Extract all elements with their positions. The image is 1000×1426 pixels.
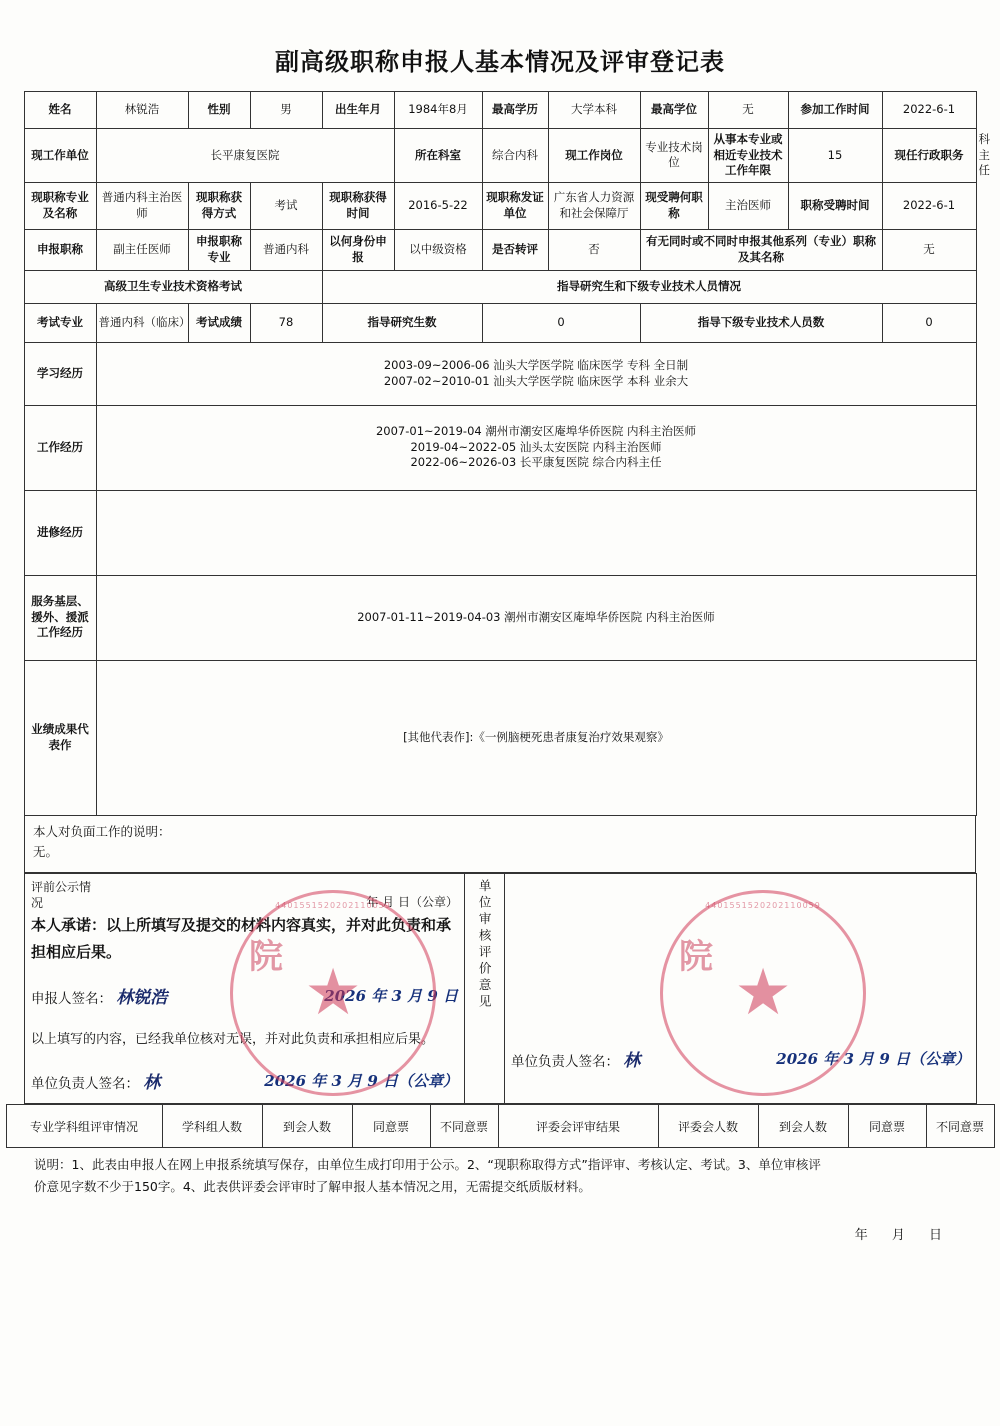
- grassroots-line-1: 2007-01-11~2019-04-03 潮州市潮安区庵埠华侨医院 内科主治医师: [357, 609, 715, 624]
- table-row: [24, 342, 976, 405]
- education-label: 最高学历: [482, 92, 548, 129]
- unit-review-opinion-label: 单位审核评价意见: [465, 873, 505, 1103]
- committee-disagree-label: 不同意票: [926, 1105, 994, 1148]
- employed-time-label: 职称受聘时间: [788, 182, 882, 229]
- work-start-label: 参加工作时间: [788, 92, 882, 129]
- table-row: [24, 229, 976, 270]
- identity-label: 以何身份申报: [322, 229, 394, 270]
- work-experience-value: [96, 405, 976, 490]
- work-years-value: 15: [788, 129, 882, 183]
- seal-left-char: 院: [249, 937, 283, 977]
- table-row: [24, 92, 976, 129]
- table-row: 现工作单位 长平康复医院 所在科室 综合内科 现工作岗位 专业技术岗位 从事本专业或相近专业技术工作年限 15 现任行政职务 科主任: [24, 129, 976, 183]
- table-row: [24, 270, 976, 303]
- group-present-label: 到会人数: [262, 1105, 352, 1148]
- name-label: 姓名: [24, 92, 96, 129]
- department-value: 综合内科: [482, 129, 548, 183]
- exam-section-header: 高级卫生专业技术资格考试: [24, 270, 322, 303]
- note-block: [34, 1154, 934, 1198]
- signature-table: [24, 873, 977, 1104]
- achievement-line-1: [其他代表作]:《一例脑梗死患者康复治疗效果观察》: [403, 729, 669, 744]
- obtain-time-label: 现职称获得时间: [322, 182, 394, 229]
- admin-post-label: 现任行政职务: [882, 129, 976, 183]
- post-value: 专业技术岗位: [640, 129, 708, 183]
- work-line-2: 2019-04~2022-05 汕头太安医院 内科主治医师: [410, 439, 662, 454]
- seal-right-code: 4401551520202110059: [705, 901, 821, 910]
- gender-value: 男: [250, 92, 322, 129]
- apply-major-value: 普通内科: [250, 229, 322, 270]
- study-line-2: 2007-02~2010-01 汕头大学医学院 临床医学 本科 业余大: [383, 373, 689, 388]
- exam-score-value: 78: [250, 303, 322, 342]
- education-value: 大学本科: [548, 92, 640, 129]
- work-years-label: 从事本专业或相近专业技术工作年限: [708, 129, 788, 183]
- unit-head-signature-row: [31, 1069, 458, 1098]
- group-disagree-label: 不同意票: [430, 1105, 498, 1148]
- junior-count-label: 指导下级专业技术人员数: [640, 303, 882, 342]
- negative-statement-value: 无。: [33, 843, 59, 859]
- publicity-label: 评前公示情况: [31, 879, 92, 911]
- page-title: 副高级职称申报人基本情况及评审登记表: [275, 47, 725, 76]
- table-row: [24, 490, 976, 575]
- guidance-section-header: 指导研究生和下级专业技术人员情况: [322, 270, 976, 303]
- work-line-3: 2022-06~2026-03 长平康复医院 综合内科主任: [410, 455, 662, 470]
- study-line-1: 2003-09~2006-06 汕头大学医学院 临床医学 专科 全日制: [383, 358, 689, 373]
- review-result-table: [6, 1104, 995, 1148]
- apply-major-label: 申报职称专业: [188, 229, 250, 270]
- review-head-signature-row: [511, 1047, 970, 1076]
- unit-value: 长平康复医院: [96, 129, 394, 183]
- current-title-label: 现职称专业及名称: [24, 182, 96, 229]
- committee-size-label: 评委会人数: [658, 1105, 758, 1148]
- name-value: 林锐浩: [96, 92, 188, 129]
- review-head-sign-label: 单位负责人签名：: [511, 1053, 619, 1070]
- committee-present-label: 到会人数: [758, 1105, 848, 1148]
- review-head-sign-date: 2026 年 3 月 9 日（公章）: [776, 1049, 970, 1068]
- group-size-label: 学科组人数: [162, 1105, 262, 1148]
- grad-count-label: 指导研究生数: [322, 303, 482, 342]
- negative-statement-label: 本人对负面工作的说明：: [33, 823, 171, 839]
- junior-count-value: 0: [882, 303, 976, 342]
- employed-title-value: 主治医师: [708, 182, 788, 229]
- committee-result-label: 评委会评审结果: [498, 1105, 658, 1148]
- official-seal-left-icon: ★ 4401551520202110059 院: [230, 890, 436, 1096]
- degree-value: 无: [708, 92, 788, 129]
- employed-title-label: 现受聘何职称: [640, 182, 708, 229]
- grassroots-service-value: [96, 575, 976, 660]
- applicant-sign-label: 申报人签名：: [31, 991, 112, 1008]
- exam-major-label: 考试专业: [24, 303, 96, 342]
- unit-label: 现工作单位: [24, 129, 96, 183]
- identity-value: 以中级资格: [394, 229, 482, 270]
- other-series-label: 有无同时或不同时申报其他系列（专业）职称及其名称: [640, 229, 882, 270]
- further-education-value: [96, 490, 976, 575]
- work-line-1: 2007-01~2019-04 潮州市潮安区庵埠华侨医院 内科主治医师: [375, 424, 697, 439]
- current-title-value: 普通内科主治医师: [96, 182, 188, 229]
- committee-agree-label: 同意票: [848, 1105, 926, 1148]
- unit-head-sign-label: 单位负责人签名：: [31, 1076, 139, 1093]
- employed-time-value: 2022-6-1: [882, 182, 976, 229]
- table-row: [24, 405, 976, 490]
- transfer-label: 是否转评: [482, 229, 548, 270]
- apply-title-label: 申报职称: [24, 229, 96, 270]
- achievement-label: 业绩成果代表作: [24, 660, 96, 815]
- table-row: [25, 873, 977, 1103]
- promise-text: 本人承诺：以上所填写及提交的材料内容真实，并对此负责和承担相应后果。: [31, 916, 452, 962]
- seal-right-char: 院: [679, 937, 713, 977]
- work-start-value: 2022-6-1: [882, 92, 976, 129]
- unit-review-opinion-cell: [505, 873, 977, 1103]
- applicant-sign-date: 2026 年 3 月 9 日: [324, 987, 458, 1006]
- table-row: [24, 303, 976, 342]
- group-agree-label: 同意票: [352, 1105, 430, 1148]
- signature-section: [24, 873, 976, 1104]
- negative-statement-block: [24, 816, 976, 873]
- grassroots-service-label: 服务基层、援外、援派工作经历: [24, 575, 96, 660]
- publicity-date-line: 年 月 日（公章）: [366, 894, 458, 909]
- gender-label: 性别: [188, 92, 250, 129]
- obtain-way-label: 现职称获得方式: [188, 182, 250, 229]
- unit-confirm-text: 以上填写的内容，已经我单位核对无误，并对此负责和承担相应后果。: [31, 1032, 435, 1048]
- publicity-and-promise-cell: [25, 873, 465, 1103]
- study-experience-value: [96, 342, 976, 405]
- achievement-value: [96, 660, 976, 815]
- review-head-sign-value: 林: [623, 1050, 641, 1071]
- work-experience-label: 工作经历: [24, 405, 96, 490]
- seal-left-code: 4401551520202110059: [275, 901, 391, 910]
- issuer-label: 现职称发证单位: [482, 182, 548, 229]
- birth-label: 出生年月: [322, 92, 394, 129]
- grad-count-value: 0: [482, 303, 640, 342]
- table-row: [24, 575, 976, 660]
- transfer-value: 否: [548, 229, 640, 270]
- issuer-value: 广东省人力资源和社会保障厅: [548, 182, 640, 229]
- department-label: 所在科室: [394, 129, 482, 183]
- table-row: [6, 1105, 994, 1148]
- table-row: [24, 182, 976, 229]
- birth-value: 1984年8月: [394, 92, 482, 129]
- further-education-label: 进修经历: [24, 490, 96, 575]
- exam-major-value: 普通内科（临床）: [96, 303, 188, 342]
- degree-label: 最高学位: [640, 92, 708, 129]
- footer-date-line: 年 月 日: [854, 1227, 952, 1243]
- unit-head-sign-date: 2026 年 3 月 9 日（公章）: [264, 1072, 458, 1091]
- applicant-sign-value: 林锐浩: [116, 988, 168, 1009]
- note-line-2: 价意见字数不少于150字。4、此表供评委会评审时了解申报人基本情况之用，无需提交纸质版材料。: [34, 1178, 591, 1194]
- table-row: [24, 660, 976, 815]
- post-label: 现工作岗位: [548, 129, 640, 183]
- apply-title-value: 副主任医师: [96, 229, 188, 270]
- exam-score-label: 考试成绩: [188, 303, 250, 342]
- applicant-signature-row: [31, 984, 458, 1013]
- group-review-label: 专业学科组评审情况: [6, 1105, 162, 1148]
- main-info-table: [24, 91, 990, 816]
- study-experience-label: 学习经历: [24, 342, 96, 405]
- obtain-time-value: 2016-5-22: [394, 182, 482, 229]
- note-line-1: 说明：1、此表由申报人在网上申报系统填写保存，由单位生成打印用于公示。2、“现职称取得方式”指评审、考核认定、考试。3、单位审核评: [34, 1157, 821, 1173]
- official-seal-right-icon: ★ 4401551520202110059 院: [660, 890, 866, 1096]
- obtain-way-value: 考试: [250, 182, 322, 229]
- other-series-value: 无: [882, 229, 976, 270]
- unit-head-sign-value: 林: [143, 1073, 161, 1094]
